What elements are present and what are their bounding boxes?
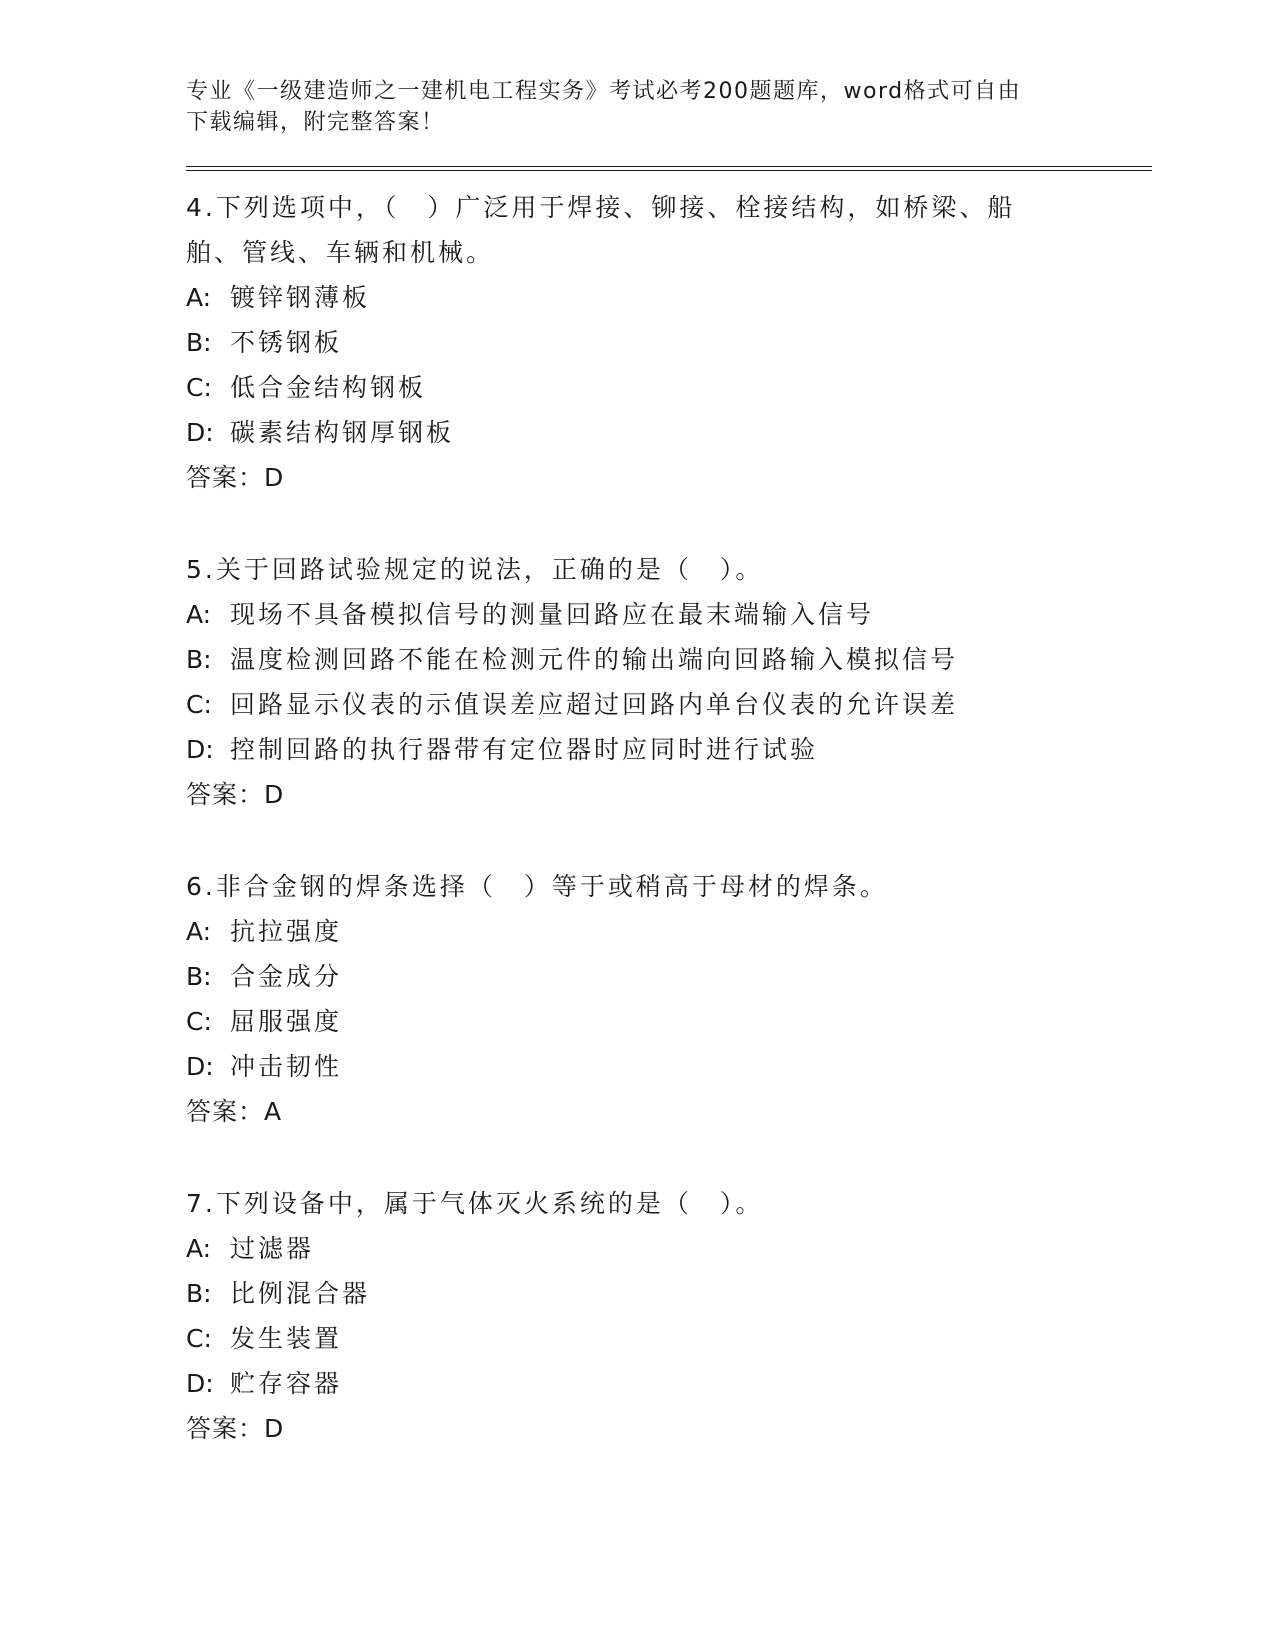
option-letter: B: bbox=[186, 962, 212, 991]
option-text: 发生装置 bbox=[230, 1324, 343, 1353]
option-text: 镀锌钢薄板 bbox=[230, 283, 371, 312]
option-text: 低合金结构钢板 bbox=[230, 373, 427, 402]
option-letter: A: bbox=[186, 1234, 212, 1263]
option-row bbox=[186, 682, 1152, 727]
option-row bbox=[186, 1226, 1152, 1271]
option-row bbox=[186, 592, 1152, 637]
answer-line: 答案：D bbox=[186, 463, 285, 492]
question-stem: 5.关于回路试验规定的说法，正确的是（ ）。 bbox=[186, 555, 764, 584]
option-letter: C: bbox=[186, 690, 212, 719]
option-letter: D: bbox=[186, 1052, 214, 1081]
question-block bbox=[186, 547, 1152, 818]
option-letter: A: bbox=[186, 917, 212, 946]
option-letter: B: bbox=[186, 1279, 212, 1308]
question-stem: 4.下列选项中，（ ）广泛用于焊接、铆接、栓接结构，如桥梁、船 bbox=[186, 193, 1016, 222]
question-list bbox=[186, 185, 1152, 1452]
option-text: 现场不具备模拟信号的测量回路应在最末端输入信号 bbox=[230, 600, 875, 629]
option-text: 过滤器 bbox=[230, 1234, 315, 1263]
option-row bbox=[186, 637, 1152, 682]
option-text: 抗拉强度 bbox=[230, 917, 343, 946]
option-letter: A: bbox=[186, 283, 212, 312]
option-text: 比例混合器 bbox=[230, 1279, 371, 1308]
option-row bbox=[186, 410, 1152, 455]
option-text: 合金成分 bbox=[230, 962, 343, 991]
option-letter: A: bbox=[186, 600, 212, 629]
question-stem-continued: 舶、管线、车辆和机械。 bbox=[186, 238, 495, 267]
option-row bbox=[186, 365, 1152, 410]
option-row bbox=[186, 1044, 1152, 1089]
document-header bbox=[186, 76, 1152, 138]
option-text: 不锈钢板 bbox=[230, 328, 343, 357]
option-row bbox=[186, 999, 1152, 1044]
option-letter: C: bbox=[186, 373, 212, 402]
question-stem: 6.非合金钢的焊条选择（ ）等于或稍高于母材的焊条。 bbox=[186, 872, 888, 901]
option-row bbox=[186, 909, 1152, 954]
question-stem: 7.下列设备中，属于气体灭火系统的是（ ）。 bbox=[186, 1189, 764, 1218]
header-line-1: 专业《一级建造师之一建机电工程实务》考试必考200题题库，word格式可自由 bbox=[186, 79, 1022, 104]
option-text: 碳素结构钢厚钢板 bbox=[230, 418, 455, 447]
option-row bbox=[186, 727, 1152, 772]
question-block bbox=[186, 864, 1152, 1135]
option-row bbox=[186, 1361, 1152, 1406]
option-text: 控制回路的执行器带有定位器时应同时进行试验 bbox=[230, 735, 819, 764]
option-row bbox=[186, 275, 1152, 320]
option-text: 屈服强度 bbox=[230, 1007, 343, 1036]
header-divider bbox=[186, 166, 1152, 171]
option-row bbox=[186, 1271, 1152, 1316]
document-page bbox=[186, 70, 1152, 1452]
option-letter: D: bbox=[186, 1369, 214, 1398]
answer-line: 答案：D bbox=[186, 1414, 285, 1443]
option-letter: D: bbox=[186, 418, 214, 447]
option-letter: B: bbox=[186, 328, 212, 357]
option-letter: D: bbox=[186, 735, 214, 764]
option-text: 温度检测回路不能在检测元件的输出端向回路输入模拟信号 bbox=[230, 645, 959, 674]
option-row bbox=[186, 954, 1152, 999]
question-block bbox=[186, 185, 1152, 501]
answer-line: 答案：D bbox=[186, 780, 285, 809]
question-block bbox=[186, 1181, 1152, 1452]
option-text: 回路显示仪表的示值误差应超过回路内单台仪表的允许误差 bbox=[230, 690, 959, 719]
option-letter: C: bbox=[186, 1007, 212, 1036]
option-row bbox=[186, 320, 1152, 365]
option-letter: B: bbox=[186, 645, 212, 674]
answer-line: 答案：A bbox=[186, 1097, 283, 1126]
option-row bbox=[186, 1316, 1152, 1361]
option-letter: C: bbox=[186, 1324, 212, 1353]
header-line-2: 下载编辑，附完整答案！ bbox=[186, 110, 445, 135]
option-text: 贮存容器 bbox=[230, 1369, 343, 1398]
option-text: 冲击韧性 bbox=[230, 1052, 343, 1081]
